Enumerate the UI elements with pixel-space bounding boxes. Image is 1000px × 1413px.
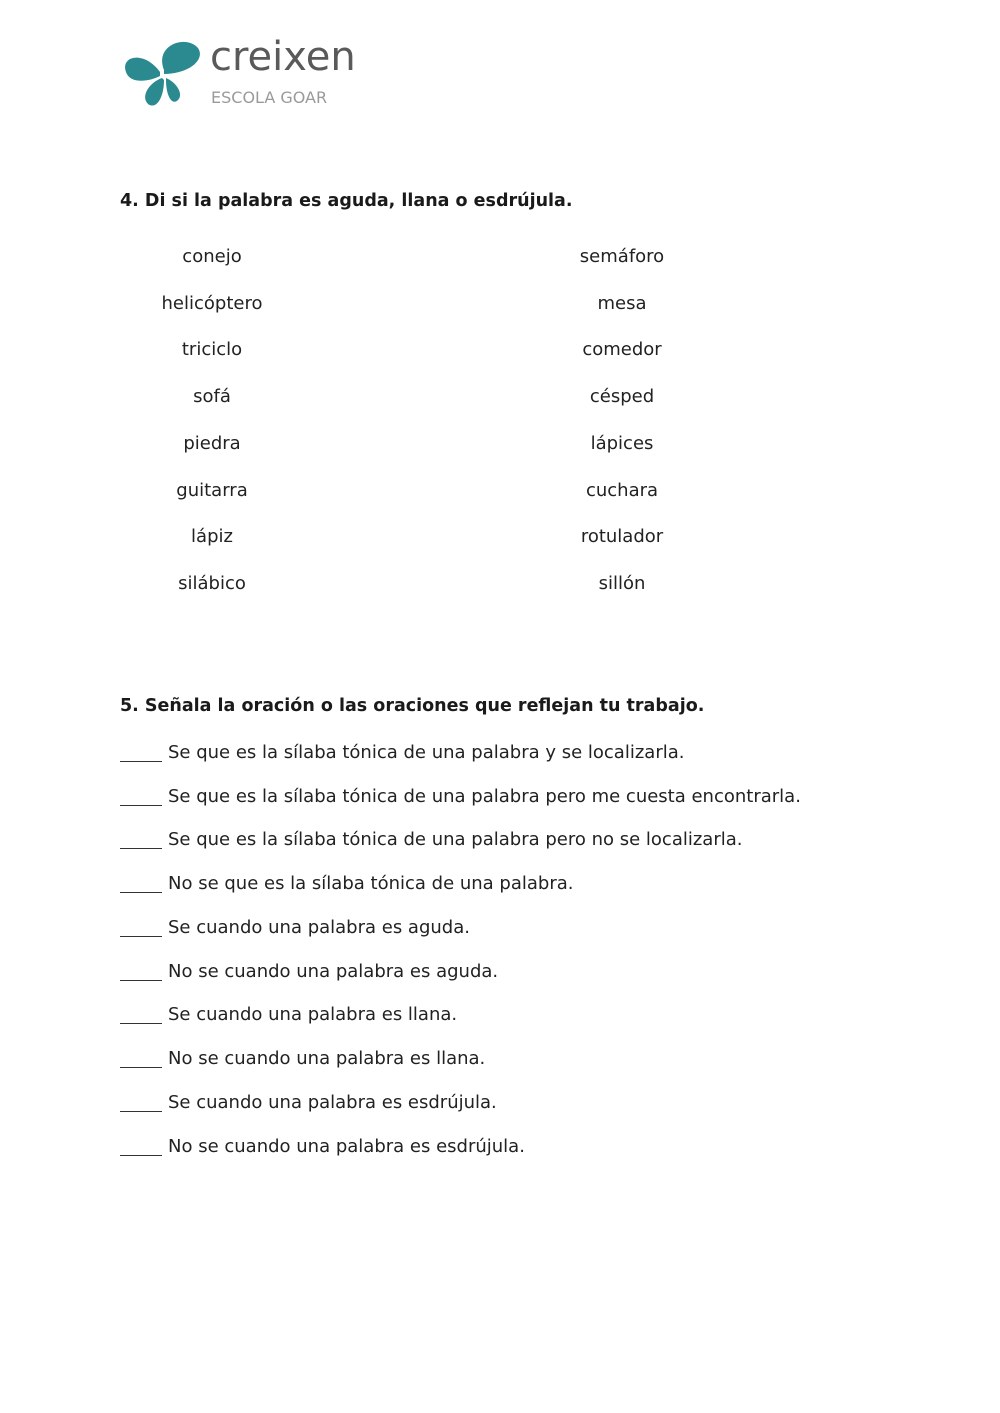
checklist-item-text: Se que es la sílaba tónica de una palabra pero me cuesta encontrarla. (168, 786, 801, 807)
word-left: guitarra (176, 480, 248, 501)
word-left: triciclo (181, 339, 243, 360)
checklist-item-text: No se que es la sílaba tónica de una palabra. (168, 873, 574, 894)
answer-blank[interactable] (120, 1093, 162, 1112)
answer-blank[interactable] (120, 962, 162, 981)
checklist-item-text: No se cuando una palabra es llana. (168, 1048, 486, 1069)
checklist-item-text: Se que es la sílaba tónica de una palabra y se localizarla. (168, 742, 685, 763)
word-right: rotulador (580, 526, 664, 547)
checklist-item-text: Se que es la sílaba tónica de una palabra pero no se localizarla. (168, 829, 743, 850)
answer-blank[interactable] (120, 1137, 162, 1156)
answer-blank[interactable] (120, 787, 162, 806)
word-right: mesa (597, 293, 647, 314)
checklist-item-text: Se cuando una palabra es aguda. (168, 917, 470, 938)
word-right: césped (589, 386, 655, 407)
brand-name: creixen (210, 34, 356, 80)
word-left: conejo (182, 246, 242, 267)
word-left: sofá (193, 386, 231, 407)
checklist-item-text: No se cuando una palabra es esdrújula. (168, 1136, 525, 1157)
checklist-item (120, 1089, 497, 1113)
checklist-item-text: Se cuando una palabra es esdrújula. (168, 1092, 497, 1113)
answer-blank[interactable] (120, 1049, 162, 1068)
checklist-item-text: Se cuando una palabra es llana. (168, 1004, 458, 1025)
butterfly-icon (124, 40, 204, 112)
word-right: cuchara (585, 480, 659, 501)
checklist-item (120, 1045, 485, 1069)
checklist-item (120, 826, 742, 850)
school-name: ESCOLA GOAR (211, 88, 328, 107)
word-left: lápiz (191, 526, 233, 547)
answer-blank[interactable] (120, 743, 162, 762)
checklist-item (120, 783, 801, 807)
checklist-item (120, 914, 470, 938)
answer-blank[interactable] (120, 830, 162, 849)
checklist-item (120, 1001, 457, 1025)
word-left: piedra (183, 433, 241, 454)
checklist-item (120, 739, 684, 763)
exercise-4-title: 4. Di si la palabra es aguda, llana o esdrújula. (120, 191, 573, 211)
word-right: semáforo (579, 246, 665, 267)
word-left: silábico (178, 573, 246, 594)
checklist-item-text: No se cuando una palabra es aguda. (168, 961, 499, 982)
word-right: lápices (590, 433, 654, 454)
checklist-item (120, 1133, 525, 1157)
word-right: comedor (582, 339, 662, 360)
word-left: helicóptero (161, 293, 263, 314)
checklist-item (120, 958, 498, 982)
answer-blank[interactable] (120, 1005, 162, 1024)
answer-blank[interactable] (120, 874, 162, 893)
word-right: sillón (598, 573, 646, 594)
checklist-item (120, 870, 574, 894)
answer-blank[interactable] (120, 918, 162, 937)
exercise-5-title: 5. Señala la oración o las oraciones que reflejan tu trabajo. (120, 696, 705, 716)
school-logo (124, 34, 374, 112)
